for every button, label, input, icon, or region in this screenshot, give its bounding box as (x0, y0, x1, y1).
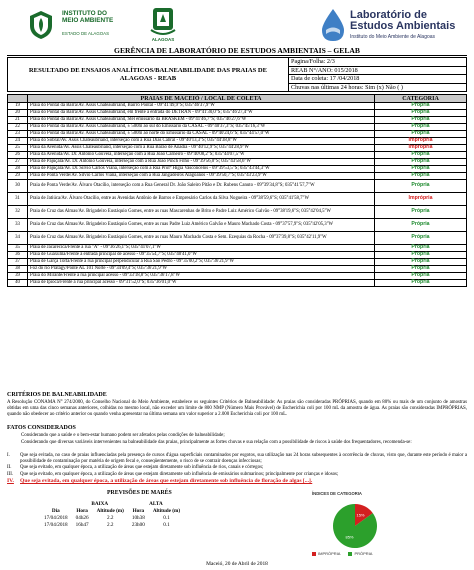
recommendation-numeral: I. (7, 453, 10, 458)
row-number: 27 (8, 159, 28, 166)
table-row (8, 124, 467, 131)
row-category: Própria (375, 124, 467, 131)
recommendation-item (7, 453, 467, 465)
tides-cell: 23h00 (131, 521, 145, 528)
ima-state: ESTADO DE ALAGOAS (62, 31, 110, 36)
recommendation-numeral: IV. (7, 477, 14, 484)
row-number: 20 (8, 110, 28, 117)
crest-caption: ALAGOAS (151, 37, 175, 42)
department-title: GERÊNCIA DE LABORATÓRIO DE ESTUDOS AMBIENTAIS – GELAB (114, 46, 360, 55)
tides-cell: 16h47 (75, 521, 89, 528)
tides-group-blank (40, 500, 72, 507)
tides-body (40, 514, 184, 528)
table-row (8, 259, 467, 266)
alagoas-crest-icon (149, 6, 177, 40)
tides-header-cell: Hora (132, 507, 145, 514)
tides-row (40, 521, 184, 528)
ima-name (62, 10, 113, 24)
row-location: Praia de Ponta Verde/Av. Álvaro Otacílio, interseção com a Rua General Dr. João Saleiro Pitão e Dr. Rubens Canuto - 09°39'34,8"S; 035°41'57,7"W (28, 180, 375, 193)
report-title (7, 57, 289, 92)
header-blank (8, 95, 28, 103)
legend-swatch (312, 552, 316, 556)
row-number: 37 (8, 259, 28, 266)
row-number: 36 (8, 252, 28, 259)
row-number: 33 (8, 219, 28, 232)
tides-header-row (40, 507, 184, 514)
row-category: Imprópria (375, 138, 467, 145)
row-location: Praia do Pontal da Barra/Av. Assis Chateaubriand, em frente à entrada do DETRAN - 09°41'30,0"S; 035°46'27,4"W (28, 110, 375, 117)
legend-item (348, 551, 372, 556)
recommendation-numeral: III. (7, 471, 14, 477)
row-number: 19 (8, 103, 28, 110)
row-category: Própria (375, 159, 467, 166)
lab-logo (320, 8, 460, 46)
table-row (8, 193, 467, 206)
report-meta (289, 57, 467, 92)
row-number: 25 (8, 145, 28, 152)
row-location: Praia da Avenida/Av. Dr. Antônio Gouveia, interseção com a Rua João Carneiro - 09°40'08,2"S; 035°44'07,5"W (28, 152, 375, 159)
pie-label: 85% (345, 534, 354, 540)
row-location: Praia do Pontal da Barra/Av. Assis Chateaubriand, ± 500m ao norte do Emissário da CASAL - 09°40'24,6"S; 035°44'57,0"W (28, 131, 375, 138)
table-body (8, 103, 467, 287)
recommendation-text: Que seja evitado, em qualquer época, a utilização de áreas que estejam diretamente sob influência de emissários submarinos; principalmente por crianças e idosos; (20, 471, 339, 477)
row-category: Própria (375, 273, 467, 280)
reab-number: REAB N°/ANO: 015/2018 (289, 67, 466, 76)
table-row (8, 206, 467, 219)
tides-row (40, 514, 184, 521)
tides-header-cell: Altitude (m) (152, 507, 181, 514)
row-number: 35 (8, 245, 28, 252)
row-number: 38 (8, 266, 28, 273)
tides-cell: 17/04/2018 (44, 521, 68, 528)
pie-label: 15% (356, 512, 365, 518)
tides-cell: 0.1 (163, 514, 170, 521)
row-category: Própria (375, 180, 467, 193)
tides-header-cell: Altitude (m) (96, 507, 124, 514)
legend-label: PRÓPRIA (354, 551, 373, 556)
table-row (8, 280, 467, 287)
row-category: Própria (375, 280, 467, 287)
divider (7, 55, 467, 56)
row-category: Própria (375, 166, 467, 173)
table-row (8, 159, 467, 166)
row-category: Própria (375, 266, 467, 273)
tides-cell: 04h26 (75, 514, 89, 521)
row-location: Praia de Guaxuma/Frente à entrada principal de acesso - 09°35'54,7"S; 035°40'41,0"W (28, 252, 375, 259)
lab-name-line2: Estudos Ambientais (350, 20, 456, 32)
tides-cell: 2.2 (106, 521, 114, 528)
row-category: Própria (375, 252, 467, 259)
tides-cell: 0.1 (163, 521, 170, 528)
table-row (8, 103, 467, 110)
row-number: 24 (8, 138, 28, 145)
tides-group-high: ALTA (149, 500, 163, 507)
row-category: Imprópria (375, 145, 467, 152)
report-title-text: RESULTADO DE ENSAIOS ANALÍTICOS/BALNEABILIDADE DAS PRAIAS DE ALAGOAS - REAB (28, 66, 268, 82)
row-category: Própria (375, 232, 467, 245)
table-row (8, 232, 467, 245)
facts-title: FATOS CONSIDERADOS (7, 425, 76, 431)
row-category: Própria (375, 206, 467, 219)
row-location: Praia de Ponta Verde/Av. Silvio Carlos Viana, interseção com a Rua Jangadeiros Alagoanos - 09°39'50,7"S; 035°43'23,9"W (28, 173, 375, 180)
row-location: Praia do Sobral/Av. Assis Chateaubriand, interseção com a Rua Dias Cabral - 09°40'13,3"S; 035°44'38,8"W (28, 138, 375, 145)
table-row (8, 131, 467, 138)
row-category: Própria (375, 152, 467, 159)
row-location: Praia de Jacarecica/Frente à rua "A" - 09°36'26,1"S; 035°41'07,1"W (28, 245, 375, 252)
legend-item (312, 551, 340, 556)
row-number: 21 (8, 117, 28, 124)
table-row (8, 138, 467, 145)
table-row (8, 266, 467, 273)
recommendation-item (7, 478, 467, 484)
row-location: Foz do rio Pratagy/Ponte AL 101 Norte - 09°34'09,4"S; 035°36'21,9"W (28, 266, 375, 273)
chart-legend (312, 551, 380, 556)
row-category: Própria (375, 219, 467, 232)
row-category: Imprópria (375, 193, 467, 206)
table-row (8, 180, 467, 193)
row-location: Praia de Garça Torta/Frente à rua principal perpendicular à Rua São Pedro - 09°35'00,2"S; 035°36'21,9"W (28, 259, 375, 266)
recommendation-text: Que seja evitado, em qualquer época, a utilização de áreas que estejam diretamente sob influência de rios, canais e córregos; (20, 465, 264, 471)
table-row (8, 166, 467, 173)
criteria-text: A Resolução CONAMA N° 274/2000, do Conselho Nacional do Meio Ambiente, estabelece os seguintes Critérios de Balneabilidade: As praias são consideradas PRÓPRIAS, quando em 80% ou mais de um conjunto de amostras obtidas em uma das cinco semanas anteriores, colhidas no mesmo local, não exceder um limite de 800 NMP (Número Mais Provável) de Escherichia coli por 100 mL da amostra de água. As praias são consideradas IMPRÓPRIAS, quando não obedecer ao critério anterior ou quando venha apresentar na última semana um valor superior a 2.000 Escherichia coli por 100 mL. (7, 400, 467, 418)
tides-title: PREVISÕES DE MARÉS (107, 490, 172, 496)
chart-title: ÍNDICES DE CATEGORIA (312, 491, 362, 496)
row-number: 34 (8, 232, 28, 245)
row-category: Própria (375, 103, 467, 110)
recommendation-numeral: II. (7, 465, 12, 471)
table-row (8, 219, 467, 232)
row-category: Própria (375, 110, 467, 117)
beach-table (7, 94, 467, 287)
water-drop-icon (320, 8, 346, 42)
header (6, 6, 468, 48)
row-number: 26 (8, 152, 28, 159)
table-row (8, 252, 467, 259)
row-location: Praia de Ipioca/Frente à rua principal acesso - 09°31'52,0"S; 035°36'01,0"W (28, 280, 375, 287)
table-row (8, 152, 467, 159)
row-number: 23 (8, 131, 28, 138)
row-location: Praia de Pajuçara/Av. Dr. Silvio Carlos Viana, interseção com a Rua Profº Higia Vasconcelos - 09°39'53,5"S; 035°43'44,3"W (28, 166, 375, 173)
tides-table (40, 500, 184, 528)
legend-label: IMPRÓPRIA (318, 551, 341, 556)
row-location: Praia de Cruz das Almas/Av. Brigadeiro Eustáquio Gomes, entre as ruas Mascarenhas de Brito e Padre Luiz Américo Galvão - 09°38'19,6"S; 035°42'04,5"W (28, 206, 375, 219)
category-chart (298, 488, 418, 562)
collection-date: Data de coleta: 17 /04/2018 (289, 75, 466, 84)
page-number: Pagina/Folha: 2/3 (289, 58, 466, 67)
tides-header-cell: Dia (51, 507, 60, 514)
table-row (8, 273, 467, 280)
footer-date: Maceió, 20 de Abril de 2018 (206, 561, 268, 567)
table-row (8, 110, 467, 117)
lab-name-line1: Laboratório de (350, 9, 428, 21)
table-row (8, 145, 467, 152)
row-location: Praia do Mirante/Frente à rua principal acesso - 09°33'18,8"S; 035°36'17,8"W (28, 273, 375, 280)
ima-name-line2: MEIO AMBIENTE (62, 17, 114, 24)
row-location: Praia do Pontal da Barra/Av. Assis Chateaubriand, ± 500m ao sul do Emissário da CASAL - 09°40'37,3"S; 035°45'16,3"W (28, 124, 375, 131)
row-number: 40 (8, 280, 28, 287)
facts-intro-1: Considerando que a saúde e o bem-estar humano podem ser afetados pelas condições de balneabilidade; (21, 433, 225, 438)
rain-status: Chuvas nas últimas 24 horas: Sim (x) Não ( ) (291, 83, 403, 91)
row-location: Praia de Jatiúca/Av. Álvaro Otacílio, entre as Avenidas Antônio de Barros e Empresário Carlos da Silva Nogueira - 09°38'59,6"S; 035°41'58,7"W (28, 193, 375, 206)
lab-subtitle: Instituto do Meio Ambiente de Alagoas (350, 34, 436, 40)
ima-seal-icon (28, 10, 54, 40)
row-category: Própria (375, 259, 467, 266)
recommendation-text: Que seja evitada, em qualquer época, a utilização de áreas que estejam diretamente sob influência de floração de algas [...]. (20, 477, 313, 484)
row-location: Praia da Avenida/Av. Assis Chateaubriand, interseção com a Rua Barão de Anadia - 09°40'12,9"S; 035°44'28,9"W (28, 145, 375, 152)
tides-group-low: BAIXA (91, 500, 109, 507)
ima-name-line1: INSTITUTO DO (62, 10, 107, 17)
tides-cell: 17/04/2018 (44, 514, 68, 521)
recommendation-text: Que seja evitada, no caso de praias influenciadas pela presença de cursos d'água superficiais contaminados por esgotos, sua utilização nas 24 horas subsequentes à ocorrência de chuvas, visto que, durante este período é maior a possibilidade de contaminação por matéria de origem fecal e, conseqüentemente, o risco de se contrair doenças infecciosas; (20, 453, 467, 465)
row-location: Praia de Pajuçara/Av. Dr. Antônio Gouveia, interseção com a Rua João Pinch Filho - 09°39'56,0"S; 035°43'58,6"W (28, 159, 375, 166)
row-location: Praia do Pontal da Barra/Av. Assis Chateaubriand, Bairro Pontal - 09°41'49,9"S; 035°46'37,9"W (28, 103, 375, 110)
row-location: Praia de Cruz das Almas/Av. Brigadeiro Eustáquio Gomes, entre as ruas Mauro Machado Costa e Sem. Ezequias da Rocha - 09°37'39,8"S; 035°42'11,9"W (28, 232, 375, 245)
tides-cell: 2.2 (106, 514, 114, 521)
row-category: Própria (375, 173, 467, 180)
row-number: 22 (8, 124, 28, 131)
row-number: 30 (8, 180, 28, 193)
row-number: 29 (8, 173, 28, 180)
row-location: Praia do Pontal da Barra/Av. Assis Chateaubriand, Stel emissário da BRASKEM - 09°41'46,7"S; 035°46'27,6"W (28, 117, 375, 124)
header-category: CATEGORIA (375, 95, 467, 103)
recommendations-list (7, 453, 467, 484)
table-row (8, 117, 467, 124)
row-category: Própria (375, 245, 467, 252)
header-location: PRAIAS DE MACEIÓ / LOCAL DE COLETA (28, 95, 375, 103)
row-number: 39 (8, 273, 28, 280)
row-location: Praia de Cruz das Almas/Av. Brigadeiro Eustáquio Gomes, entre as ruas Padre Luiz Américo Galvão e Mauro Machado Costa - 09°37'57,9"S; 035°42'05,3"W (28, 219, 375, 232)
row-category: Própria (375, 131, 467, 138)
criteria-title: CRITÉRIOS DE BALNEABILIDADE (7, 392, 107, 398)
tides-cell: 10h38 (131, 514, 145, 521)
row-number: 32 (8, 206, 28, 219)
row-number: 31 (8, 193, 28, 206)
legend-swatch (348, 552, 352, 556)
table-row (8, 173, 467, 180)
table-row (8, 245, 467, 252)
facts-intro-2: Considerando que diversas variáveis intervenientes na balneabilidade das praias, principalmente as fortes chuvas e sua relação com a possibilidade de riscos à saúde dos frequentadores, recomenda-se: (21, 440, 412, 445)
row-category: Própria (375, 117, 467, 124)
row-number: 28 (8, 166, 28, 173)
table-header-row (8, 95, 467, 103)
tides-group-row (40, 500, 184, 507)
tides-header-cell: Hora (76, 507, 88, 514)
